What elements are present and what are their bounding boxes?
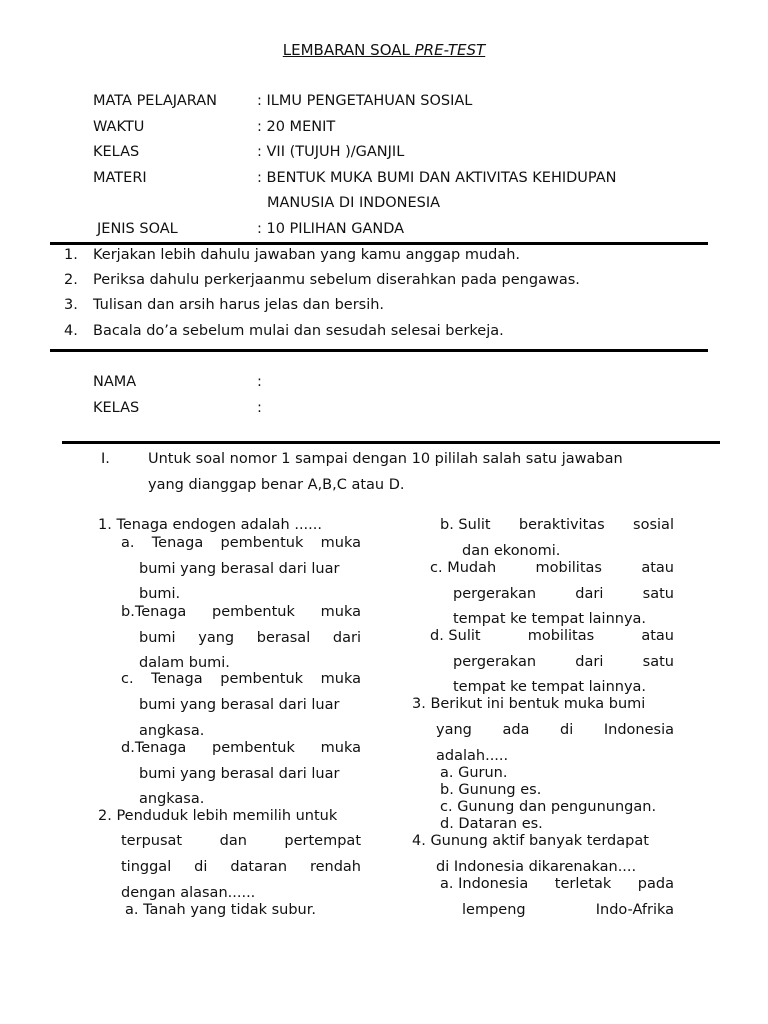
q2-option-b: b. Sulit beraktivitas sosial xyxy=(440,517,674,533)
instruction-num: 1. xyxy=(64,247,78,263)
q2-option-c: c. Mudah mobilitas atau xyxy=(430,560,674,576)
page-title: LEMBARAN SOAL PRE-TEST xyxy=(282,41,486,59)
instruction-text: Bacala do’a sebelum mulai dan sesudah selesai berkeja. xyxy=(93,323,504,339)
header-label-class: KELAS xyxy=(93,144,140,160)
instruction-num: 2. xyxy=(64,272,78,288)
student-name-label: NAMA xyxy=(93,374,137,390)
q2-option-c-line: pergerakan dari satu xyxy=(453,586,674,602)
q3-option-c: c. Gunung dan pengunungan. xyxy=(440,799,657,815)
q2-option-d-line: pergerakan dari satu xyxy=(453,654,674,670)
q2-option-d: d. Sulit mobilitas atau xyxy=(430,628,674,644)
question-2-line-2: terpusat dan pertempat xyxy=(121,833,361,849)
q2-option-d-end: tempat ke tempat lainnya. xyxy=(453,679,647,695)
question-3: 3. Berikut ini bentuk muka bumi xyxy=(412,696,646,712)
q1-option-d-end: angkasa. xyxy=(139,791,205,807)
divider-top xyxy=(50,242,708,245)
q4-option-a: a. Indonesia terletak pada xyxy=(440,876,674,892)
q1-option-c-line: bumi yang berasal dari luar xyxy=(139,697,340,713)
header-label-time: WAKTU xyxy=(93,119,145,135)
question-2-line-4: dengan alasan...... xyxy=(121,885,256,901)
q3-option-d: d. Dataran es. xyxy=(440,816,543,832)
q1-option-a: a. Tenaga pembentuk muka xyxy=(121,535,361,551)
header-value-material: : BENTUK MUKA BUMI DAN AKTIVITAS KEHIDUPAN xyxy=(257,170,617,186)
q2-option-c-end: tempat ke tempat lainnya. xyxy=(453,611,647,627)
q1-option-b-end: dalam bumi. xyxy=(139,655,230,671)
q1-option-c: c. Tenaga pembentuk muka xyxy=(121,671,361,687)
instruction-num: 4. xyxy=(64,323,78,339)
q1-option-b: b.Tenaga pembentuk muka xyxy=(121,604,361,620)
section-line-2: yang dianggap benar A,B,C atau D. xyxy=(148,477,405,493)
question-4: 4. Gunung aktif banyak terdapat xyxy=(412,833,649,849)
q2-option-b-end: dan ekonomi. xyxy=(462,543,561,559)
header-value-class: : VII (TUJUH )/GANJIL xyxy=(257,144,405,160)
q4-option-a-line: lempeng Indo-Afrika xyxy=(462,902,674,918)
header-value-time: : 20 MENIT xyxy=(257,119,336,135)
header-value-subject: : ILMU PENGETAHUAN SOSIAL xyxy=(257,93,473,109)
question-3-line-3: adalah..... xyxy=(436,748,509,764)
q3-option-b: b. Gunung es. xyxy=(440,782,542,798)
q1-option-c-end: angkasa. xyxy=(139,723,205,739)
instruction-text: Tulisan dan arsih harus jelas dan bersih. xyxy=(93,297,385,313)
q3-option-a: a. Gurun. xyxy=(440,765,508,781)
header-label-subject: MATA PELAJARAN xyxy=(93,93,217,109)
instruction-text: Kerjakan lebih dahulu jawaban yang kamu anggap mudah. xyxy=(93,247,521,263)
header-value-material-cont: MANUSIA DI INDONESIA xyxy=(267,195,441,211)
question-1: 1. Tenaga endogen adalah ...... xyxy=(98,517,322,533)
q1-option-b-line: bumi yang berasal dari xyxy=(139,630,361,646)
header-label-type: JENIS SOAL xyxy=(97,221,178,237)
instruction-text: Periksa dahulu perkerjaanmu sebelum diserahkan pada pengawas. xyxy=(93,272,580,288)
header-value-type: : 10 PILIHAN GANDA xyxy=(257,221,405,237)
question-2-line-3: tinggal di dataran rendah xyxy=(121,859,361,875)
question-2: 2. Penduduk lebih memilih untuk xyxy=(98,808,338,824)
q1-option-a-end: bumi. xyxy=(139,586,181,602)
student-class-colon: : xyxy=(257,400,262,416)
section-number: I. xyxy=(101,451,110,467)
q2-option-a: a. Tanah yang tidak subur. xyxy=(125,902,316,918)
student-name-colon: : xyxy=(257,374,262,390)
header-label-material: MATERI xyxy=(93,170,147,186)
q1-option-a-line: bumi yang berasal dari luar xyxy=(139,561,340,577)
question-3-line-2: yang ada di Indonesia xyxy=(436,722,674,738)
instruction-num: 3. xyxy=(64,297,78,313)
question-4-line-2: di Indonesia dikarenakan.... xyxy=(436,859,637,875)
section-line-1: Untuk soal nomor 1 sampai dengan 10 pililah salah satu jawaban xyxy=(148,451,623,467)
divider-bottom xyxy=(62,441,720,444)
q1-option-d: d.Tenaga pembentuk muka xyxy=(121,740,361,756)
divider-middle xyxy=(50,349,708,352)
q1-option-d-line: bumi yang berasal dari luar xyxy=(139,766,340,782)
student-class-label: KELAS xyxy=(93,400,140,416)
